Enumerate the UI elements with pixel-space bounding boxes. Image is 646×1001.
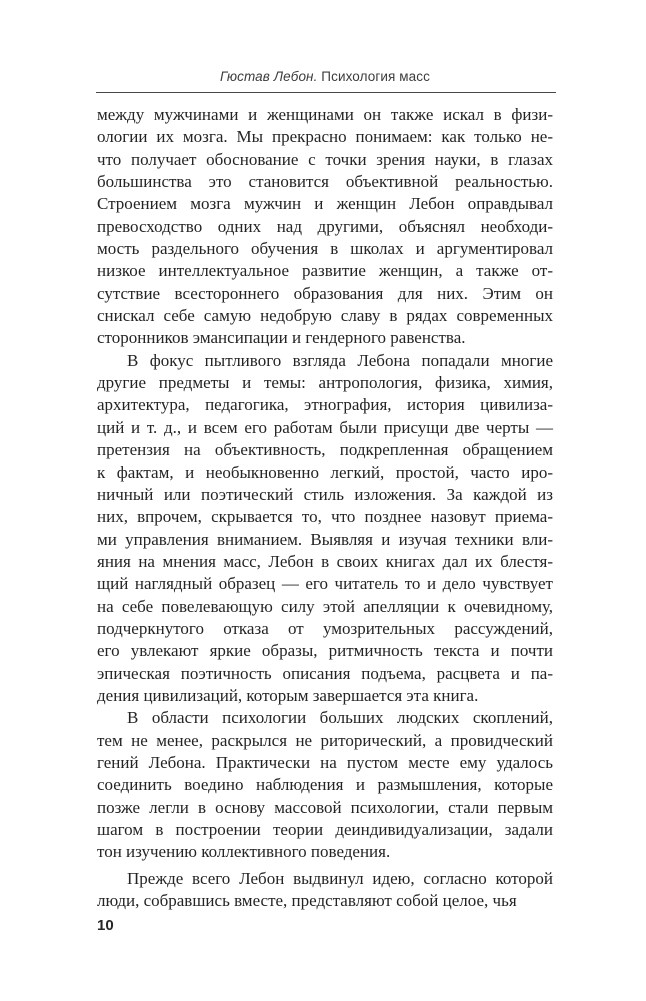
header-rule bbox=[96, 92, 556, 93]
text-line: снискал себе самую недобрую славу в рядах современных bbox=[97, 306, 553, 326]
text-line: сторонников эмансипации и гендерного равенства. bbox=[97, 328, 466, 348]
text-line: ологии их мозга. Мы прекрасно понимаем: как только не- bbox=[97, 127, 553, 147]
text-line: к фактам, и необыкновенно легкий, простой, часто иро- bbox=[97, 462, 553, 482]
text-line: между мужчинами и женщинами он также искал в физи- bbox=[97, 105, 553, 124]
text-line: архитектура, педагогика, этнография, история цивилиза- bbox=[97, 395, 553, 415]
text-line: ций и т. д., и всем его работам были присущи две черты — bbox=[97, 417, 553, 437]
paragraph bbox=[97, 868, 553, 913]
text-line: большинства это становится объективной реальностью. bbox=[97, 172, 553, 192]
paragraph bbox=[97, 707, 553, 863]
paragraph bbox=[97, 350, 553, 708]
running-head-author: Гюстав Лебон. bbox=[220, 69, 318, 84]
paragraph bbox=[97, 104, 553, 350]
text-line: ничный или поэтический стиль изложения. За каждой из bbox=[97, 484, 553, 504]
text-line: В фокус пытливого взгляда Лебона попадали многие bbox=[127, 350, 553, 370]
running-head-title: Психология масс bbox=[321, 69, 430, 84]
text-line: них, впрочем, скрывается то, что позднее назовут приема- bbox=[97, 507, 553, 527]
text-line: превосходство одних над другими, объяснял необходи- bbox=[97, 216, 553, 236]
text-line: Строением мозга мужчин и женщин Лебон оправдывал bbox=[97, 194, 553, 214]
text-line: на себе повелевающую силу этой апелляции к очевидному, bbox=[97, 596, 553, 616]
text-line: тон изучению коллективного поведения. bbox=[97, 842, 391, 862]
text-line: В области психологии больших людских скоплений, bbox=[127, 708, 553, 728]
page-number: 10 bbox=[97, 917, 114, 934]
text-line: другие предметы и темы: антропология, физика, химия, bbox=[97, 373, 553, 393]
running-head bbox=[95, 69, 555, 85]
text-line: щий наглядный образец — его читатель то и дело чувствует bbox=[97, 574, 553, 594]
text-line: ми управления вниманием. Выявляя и изучая техники вли- bbox=[97, 529, 553, 549]
text-line: сутствие всестороннего образования для них. Этим он bbox=[97, 283, 553, 303]
text-line: мость раздельного обучения в школах и аргументировал bbox=[97, 239, 553, 259]
text-line: эпическая поэтичность описания подъема, расцвета и па- bbox=[97, 663, 553, 683]
text-line: позже легли в основу массовой психологии, стали первым bbox=[97, 797, 553, 817]
text-line: люди, собравшись вместе, представляют собой целое, чья bbox=[97, 891, 517, 911]
text-line: низкое интеллектуальное развитие женщин, а также от- bbox=[97, 261, 553, 281]
text-block bbox=[97, 104, 553, 912]
text-line: гений Лебона. Практически на пустом месте ему удалось bbox=[97, 752, 553, 772]
text-line: подчеркнутого отказа от умозрительных рассуждений, bbox=[97, 618, 553, 638]
text-line: Прежде всего Лебон выдвинул идею, согласно которой bbox=[127, 868, 553, 888]
text-line: яния на мнения масс, Лебон в своих книгах дал их блестя- bbox=[97, 551, 553, 571]
text-line: соединить воедино наблюдения и размышления, которые bbox=[97, 775, 553, 795]
text-line: тем не менее, раскрылся не риторический, а провидческий bbox=[97, 730, 553, 750]
text-line: шагом в построении теории деиндивидуализации, задали bbox=[97, 820, 553, 839]
text-line: его увлекают яркие образы, ритмичность текста и почти bbox=[97, 641, 553, 661]
text-line: претензия на объективность, подкрепленная обращением bbox=[97, 440, 553, 460]
text-line: дения цивилизаций, которым завершается эта книга. bbox=[97, 685, 479, 705]
text-line: что получает обоснование с точки зрения науки, в глазах bbox=[97, 149, 553, 169]
